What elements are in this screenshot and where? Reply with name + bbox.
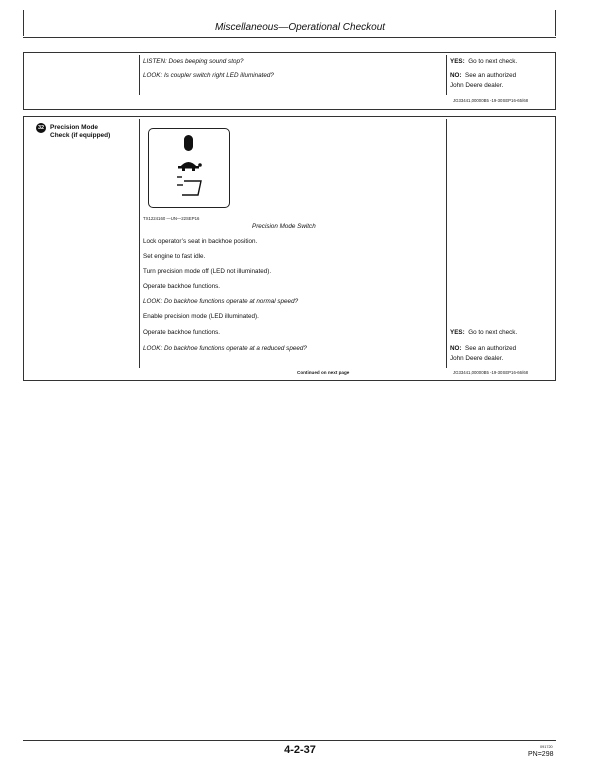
block2-col-divider-right [446, 119, 447, 368]
step-enable-precision: Enable precision mode (LED illuminated). [143, 313, 259, 320]
block2-top-border [23, 116, 556, 117]
no-label: NO: [450, 72, 462, 79]
led-indicator-icon [184, 135, 193, 151]
block1-col-divider [139, 55, 140, 95]
page-title: Miscellaneous—Operational Checkout [214, 22, 386, 33]
no-result [450, 345, 516, 353]
yes-result [450, 329, 517, 337]
step-fast-idle: Set engine to fast idle. [143, 253, 206, 260]
check-heading-line1: Precision Mode [50, 124, 99, 131]
reference-code: JG33441,00000B5 -19-30SEP16-66/68 [453, 370, 529, 375]
listen-instruction: LISTEN: Does beeping sound stop? [143, 58, 244, 65]
no-text-line1: See an authorized [465, 72, 517, 79]
no-result [450, 72, 516, 80]
step-operate-1: Operate backhoe functions. [143, 283, 221, 290]
step-number-badge: 32 [37, 125, 45, 131]
check-heading-line2: Check (if equipped) [50, 132, 111, 139]
block1-bottom-border [23, 109, 556, 110]
footer-pn: PN=298 [528, 751, 554, 758]
figure-caption: Precision Mode Switch [252, 223, 316, 230]
header-underline [23, 37, 556, 38]
no-label: NO: [450, 345, 462, 352]
block1-col-divider-right [446, 55, 447, 95]
block1-right-border [555, 52, 556, 109]
block1-top-border [23, 52, 556, 53]
no-text-line2: John Deere dealer. [450, 82, 504, 89]
yes-text: Go to next check. [468, 329, 518, 336]
step-lock-seat: Lock operator’s seat in backhoe position. [143, 238, 258, 245]
page-number: 4-2-37 [284, 744, 316, 756]
reference-code: JG33441,00000B5 -19-30SEP16-65/68 [453, 98, 529, 103]
no-text-line1: See an authorized [465, 345, 517, 352]
yes-label: YES: [450, 58, 465, 65]
precision-mode-switch-figure [148, 128, 230, 208]
block2-left-border [23, 116, 24, 380]
look-normal-speed: LOOK: Do backhoe functions operate at normal speed? [143, 298, 299, 305]
yes-label: YES: [450, 329, 465, 336]
bucket-icon [177, 177, 201, 195]
turtle-icon [178, 162, 202, 171]
check-heading [50, 124, 110, 140]
block2-right-border [555, 116, 556, 380]
block2-bottom-border [23, 380, 556, 381]
yes-text: Go to next check. [468, 58, 518, 65]
look-reduced-speed: LOOK: Do backhoe functions operate at a reduced speed? [143, 345, 307, 352]
step-operate-2: Operate backhoe functions. [143, 329, 221, 336]
block1-left-border [23, 52, 24, 109]
step-precision-off: Turn precision mode off (LED not illuminated). [143, 268, 272, 275]
yes-result [450, 58, 517, 66]
block2-col-divider [139, 119, 140, 368]
footer-code: 091720 [540, 745, 553, 749]
switch-illustration [149, 129, 229, 207]
footer-rule [23, 740, 556, 741]
figure-reference: TX1224160 —UN—22SEP16 [143, 216, 200, 221]
no-text-line2: John Deere dealer. [450, 355, 504, 362]
continued-note: Continued on next page [297, 370, 350, 375]
look-instruction: LOOK: Is coupler switch right LED illuminated? [143, 72, 274, 79]
